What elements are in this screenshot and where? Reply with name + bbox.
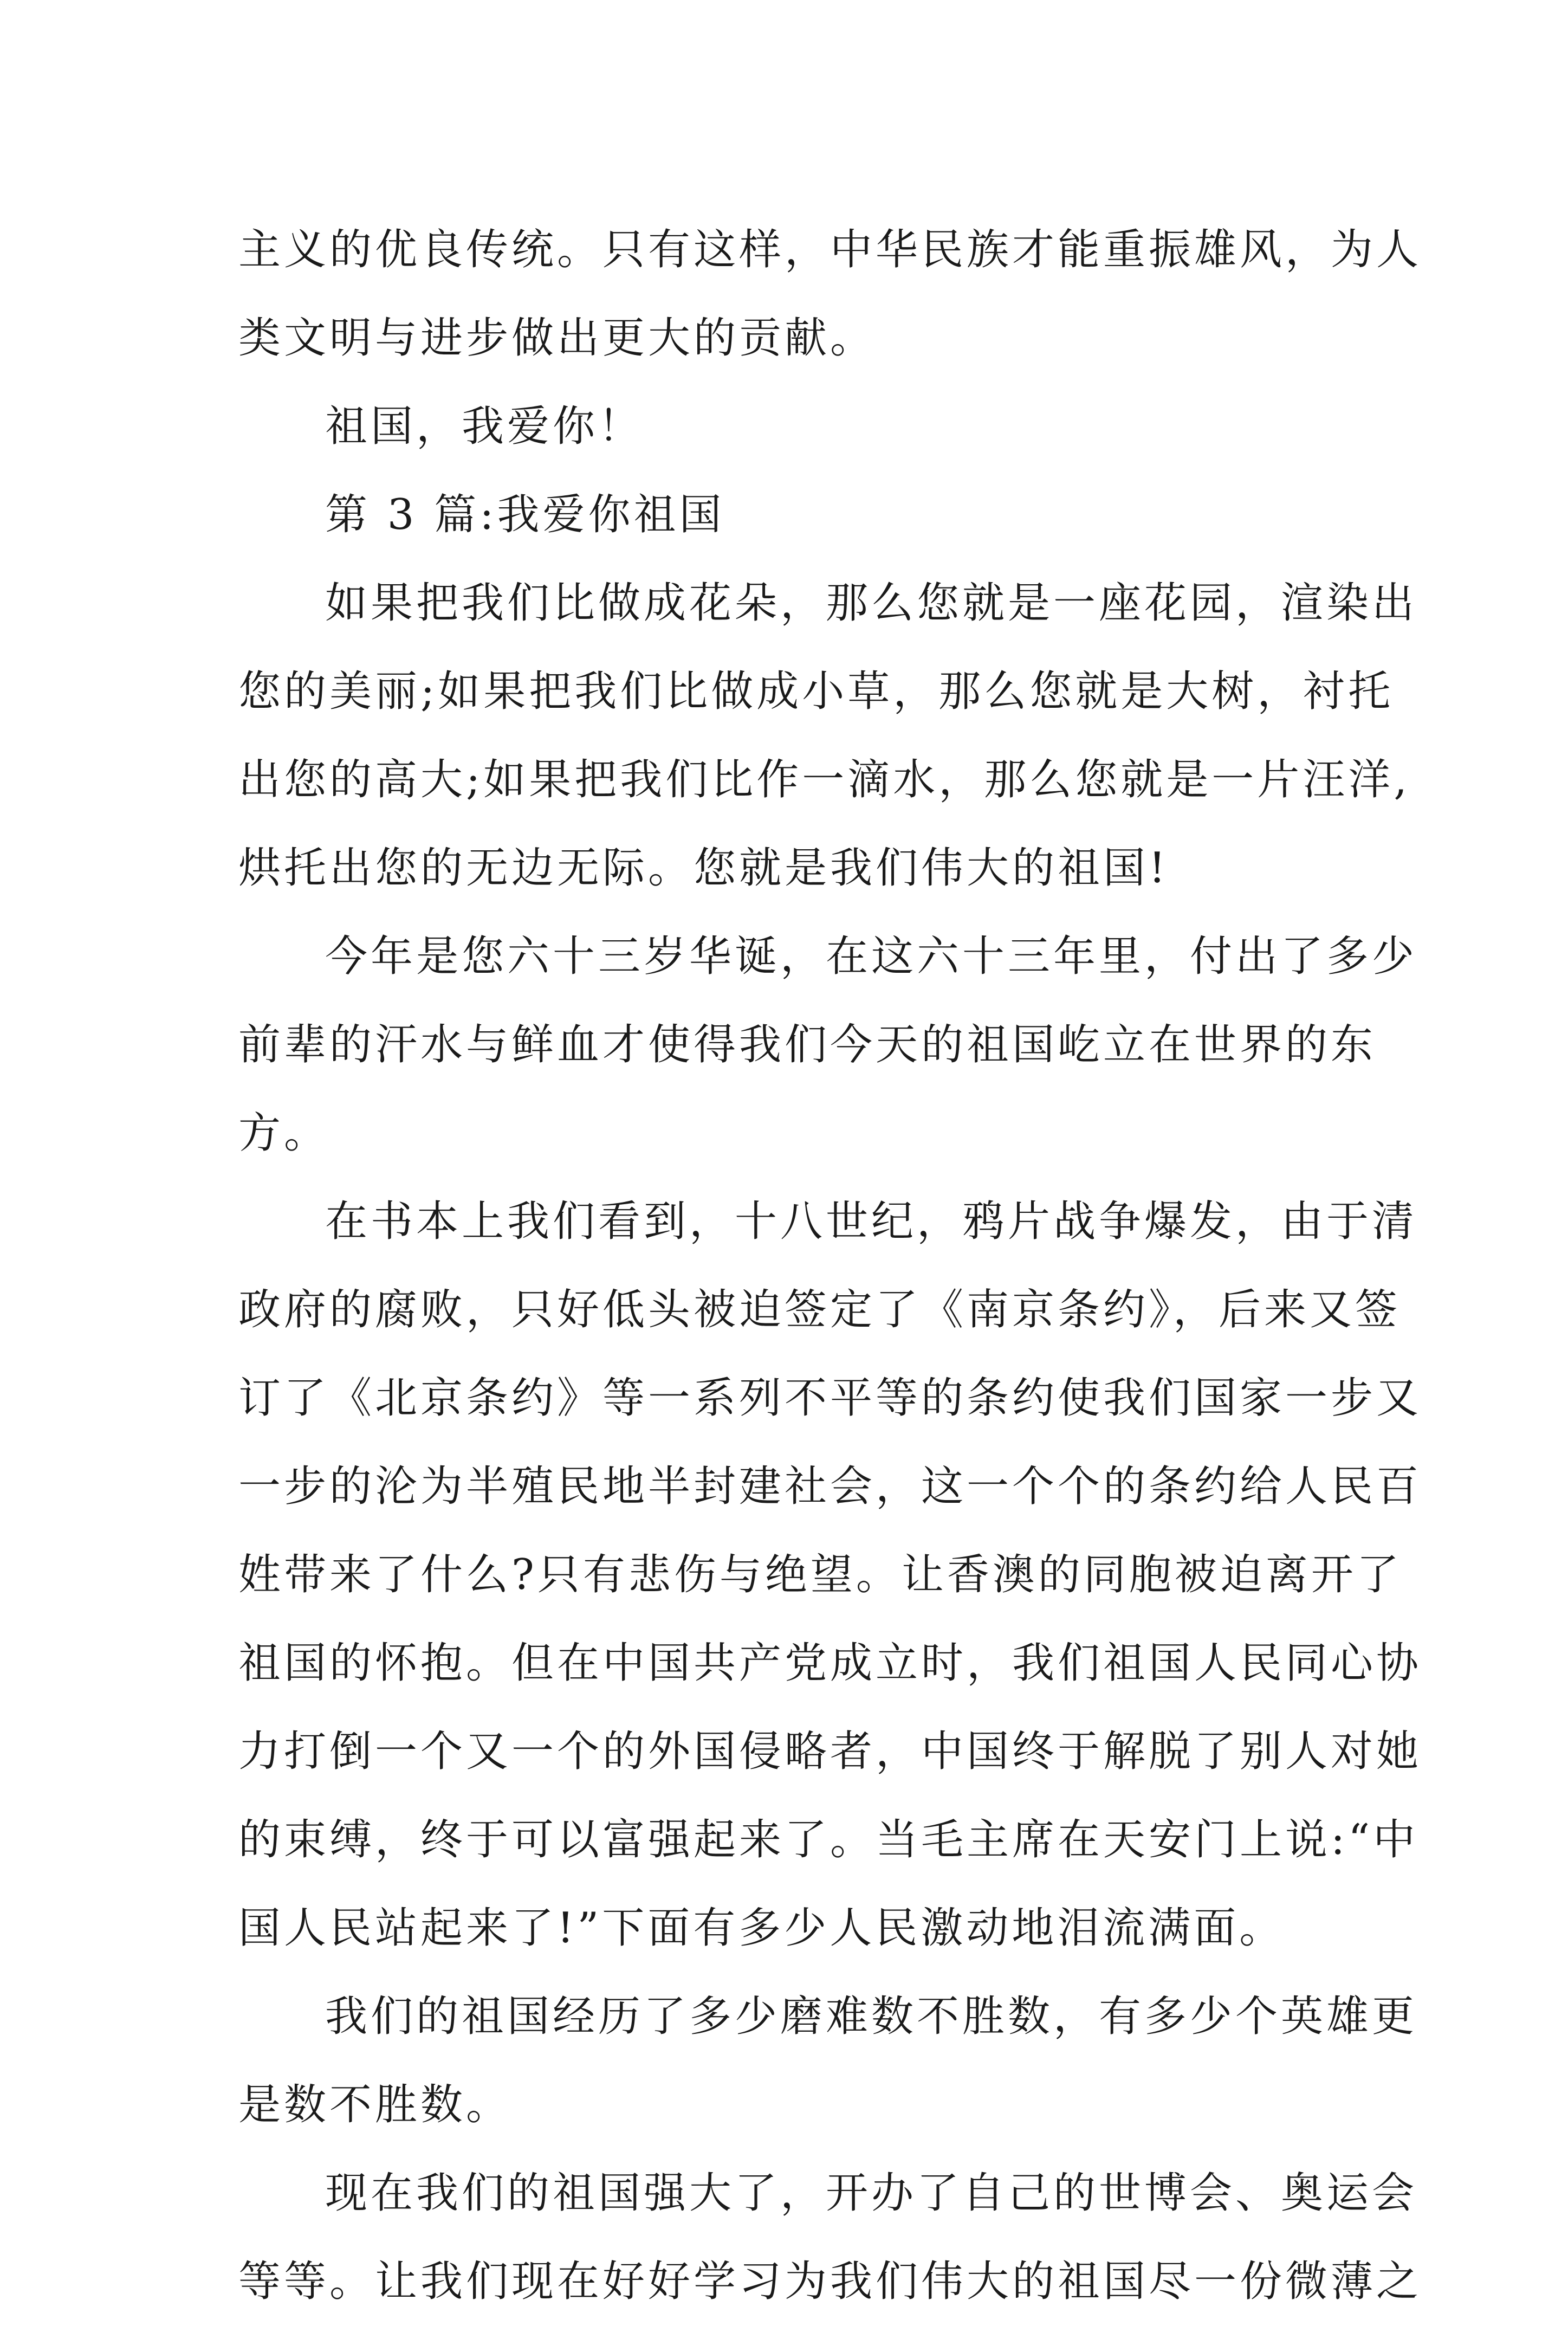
text-line: 政府的腐败，只好低头被迫签定了《南京条约》，后来又签	[238, 1285, 1401, 1334]
text-line: 我们的祖国经历了多少磨难数不胜数，有多少个英雄更	[325, 1992, 1418, 2041]
text-line: 是数不胜数。	[238, 2081, 512, 2129]
paragraph	[238, 2149, 1422, 2326]
document-page	[238, 206, 1422, 2326]
text-line: 主义的优良传统。只有这样，中华民族才能重振雄风，为人	[238, 225, 1422, 274]
text-line: 如果把我们比做成花朵，那么您就是一座花园，渲染出	[325, 579, 1418, 628]
text-line: 订了《北京条约》等一系列不平等的条约使我们国家一步又	[238, 1374, 1422, 1423]
text-line: 力打倒一个又一个的外国侵略者，中国终于解脱了别人对她	[238, 1727, 1422, 1776]
paragraph	[238, 471, 1349, 559]
document-body	[238, 206, 1422, 2326]
text-line: 一步的沦为半殖民地半封建社会，这一个个的条约给人民百	[238, 1462, 1422, 1511]
text-line: 烘托出您的无边无际。您就是我们伟大的祖国!	[238, 844, 1169, 893]
paragraph	[238, 913, 1418, 1178]
text-line: 祖国的怀抱。但在中国共产党成立时，我们祖国人民同心协	[238, 1639, 1422, 1688]
text-line: 的束缚，终于可以富强起来了。当毛主席在天安门上说:“中	[238, 1815, 1419, 1864]
paragraph	[238, 1973, 1418, 2149]
text-line: 方。	[238, 1109, 330, 1158]
text-line: 类文明与进步做出更大的贡献。	[238, 314, 876, 363]
text-line: 在书本上我们看到，十八世纪，鸦片战争爆发，由于清	[325, 1197, 1418, 1246]
text-line: 祖国，我爱你！	[325, 402, 644, 451]
paragraph	[238, 559, 1418, 913]
text-line: 您的美丽;如果把我们比做成小草，那么您就是大树，衬托	[238, 667, 1394, 716]
text-line: 出您的高大;如果把我们比作一滴水，那么您就是一片汪洋,	[238, 755, 1411, 804]
paragraph	[238, 383, 1349, 471]
text-line: 姓带来了什么?只有悲伤与绝望。让香澳的同胞被迫离开了	[238, 1550, 1402, 1599]
paragraph	[238, 1178, 1422, 1973]
text-line: 现在我们的祖国强大了，开办了自己的世博会、奥运会	[325, 2169, 1418, 2218]
paragraph	[238, 206, 1422, 383]
text-line: 前辈的汗水与鲜血才使得我们今天的祖国屹立在世界的东	[238, 1020, 1377, 1069]
text-line: 国人民站起来了!”下面有多少人民激动地泪流满面。	[238, 1904, 1285, 1953]
text-line: 等等。让我们现在好好学习为我们伟大的祖国尽一份微薄之	[238, 2257, 1422, 2306]
text-line: 第 3 篇:我爱你祖国	[325, 490, 725, 539]
text-line: 今年是您六十三岁华诞，在这六十三年里，付出了多少	[325, 932, 1418, 981]
